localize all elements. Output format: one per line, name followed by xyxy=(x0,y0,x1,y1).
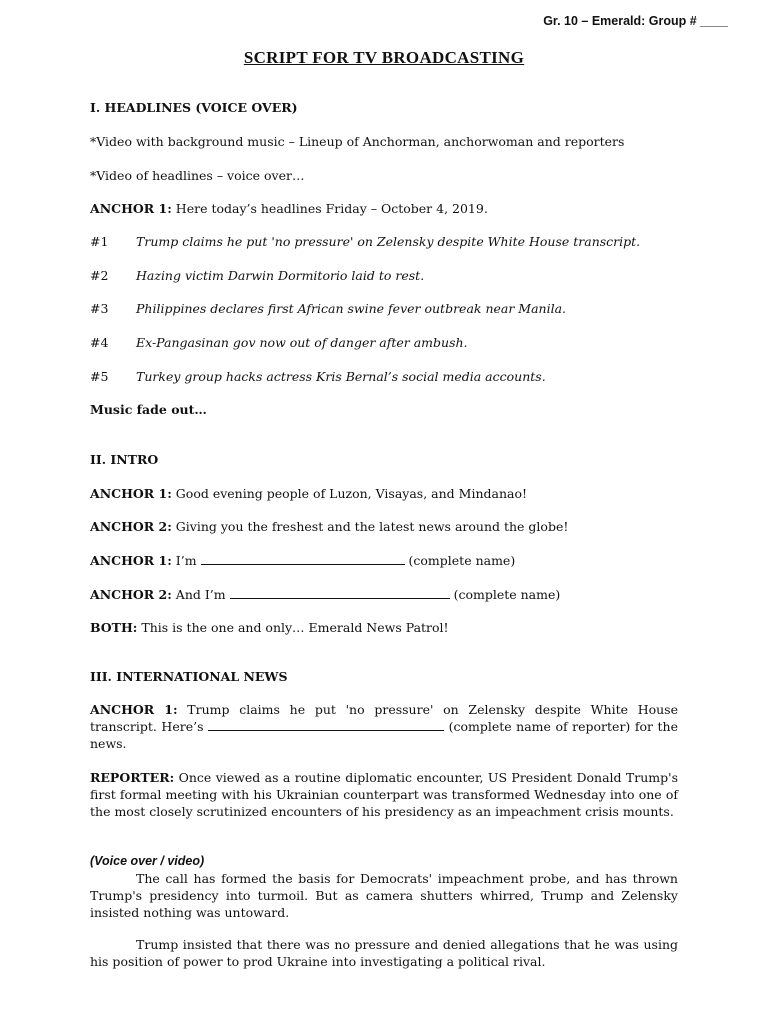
headline-text: Hazing victim Darwin Dormitorio laid to rest. xyxy=(136,268,425,283)
name-blank[interactable] xyxy=(201,552,405,565)
dialogue-text: Trump claims he put 'no pressure' on Zelensky despite White House transcript. Here’s xyxy=(90,702,678,734)
voice-over-label: (Voice over / video) xyxy=(90,854,205,868)
dialogue-text: This is the one and only… Emerald News Patrol! xyxy=(137,620,449,635)
closing-paragraph: Trump insisted that there was no pressure and denied allegations that he was using his position of power to prod Ukraine into investigating a political rival. xyxy=(90,937,678,969)
dialogue-text: Giving you the freshest and the latest news around the globe! xyxy=(171,519,569,534)
reporter-paragraph xyxy=(90,769,678,820)
section-heading-intro: II. INTRO xyxy=(90,452,159,467)
dialogue-text: Here today’s headlines Friday – October 4, 2019. xyxy=(171,201,488,216)
headline-text: Turkey group hacks actress Kris Bernal’s social media accounts. xyxy=(136,369,546,384)
voice-over-block xyxy=(90,853,678,921)
headline-item-3 xyxy=(90,301,566,316)
page-title: SCRIPT FOR TV BROADCASTING xyxy=(243,48,525,67)
anchor2-greeting-line xyxy=(90,519,568,534)
anchor1-headlines-line xyxy=(90,201,488,216)
section-heading-headlines: I. HEADLINES (VOICE OVER) xyxy=(90,100,298,115)
blank-hint: (complete name) xyxy=(449,587,561,602)
headline-item-2 xyxy=(90,268,424,283)
anchor2-name-line xyxy=(90,586,560,602)
headline-number: #4 xyxy=(90,335,109,350)
reporter-name-blank[interactable] xyxy=(208,718,444,731)
speaker-label: BOTH: xyxy=(90,620,138,635)
speaker-label: ANCHOR 1: xyxy=(90,201,172,216)
note-video-music: *Video with background music – Lineup of Anchorman, anchorwoman and reporters xyxy=(90,134,625,149)
speaker-label: ANCHOR 2: xyxy=(90,519,172,534)
speaker-label: ANCHOR 2: xyxy=(90,587,172,602)
headline-text: Trump claims he put 'no pressure' on Zelensky despite White House transcript. xyxy=(136,234,641,249)
headline-number: #3 xyxy=(90,301,109,316)
name-blank[interactable] xyxy=(230,586,450,599)
section-heading-international: III. INTERNATIONAL NEWS xyxy=(90,669,288,684)
anchor1-intl-paragraph xyxy=(90,701,678,752)
headline-number: #5 xyxy=(90,369,109,384)
blank-hint: (complete name) xyxy=(404,553,516,568)
dialogue-text: Once viewed as a routine diplomatic encounter, US President Donald Trump's first formal meeting with his Ukrainian counterpart was transformed Wednesday into one of the most closely scrutinized encounters of his presidency as an impeachment crisis mounts. xyxy=(90,770,678,819)
headline-item-1 xyxy=(90,234,640,249)
music-fade-note: Music fade out… xyxy=(90,402,207,417)
dialogue-text: And I’m xyxy=(171,587,230,602)
both-line xyxy=(90,620,449,635)
headline-text: Philippines declares first African swine fever outbreak near Manila. xyxy=(136,301,567,316)
note-video-headlines: *Video of headlines – voice over… xyxy=(90,168,305,183)
speaker-label: ANCHOR 1: xyxy=(90,702,178,717)
anchor1-name-line xyxy=(90,552,515,568)
blank-hint: (complete name of reporter) for the news. xyxy=(90,719,678,751)
dialogue-text: I’m xyxy=(171,553,201,568)
anchor1-greeting-line xyxy=(90,486,527,501)
headline-text: Ex-Pangasinan gov now out of danger after ambush. xyxy=(136,335,468,350)
group-line: Gr. 10 – Emerald: Group # ____ xyxy=(543,14,728,28)
headline-item-5 xyxy=(90,369,546,384)
speaker-label: ANCHOR 1: xyxy=(90,553,172,568)
speaker-label: ANCHOR 1: xyxy=(90,486,172,501)
speaker-label: REPORTER: xyxy=(90,770,175,785)
headline-item-4 xyxy=(90,335,468,350)
headline-number: #2 xyxy=(90,268,109,283)
headline-number: #1 xyxy=(90,234,109,249)
voice-over-text: The call has formed the basis for Democrats' impeachment probe, and has thrown Trump's presidency into turmoil. But as camera shutters whirred, Trump and Zelensky insisted nothing was untoward. xyxy=(90,871,678,920)
dialogue-text: Good evening people of Luzon, Visayas, and Mindanao! xyxy=(171,486,528,501)
